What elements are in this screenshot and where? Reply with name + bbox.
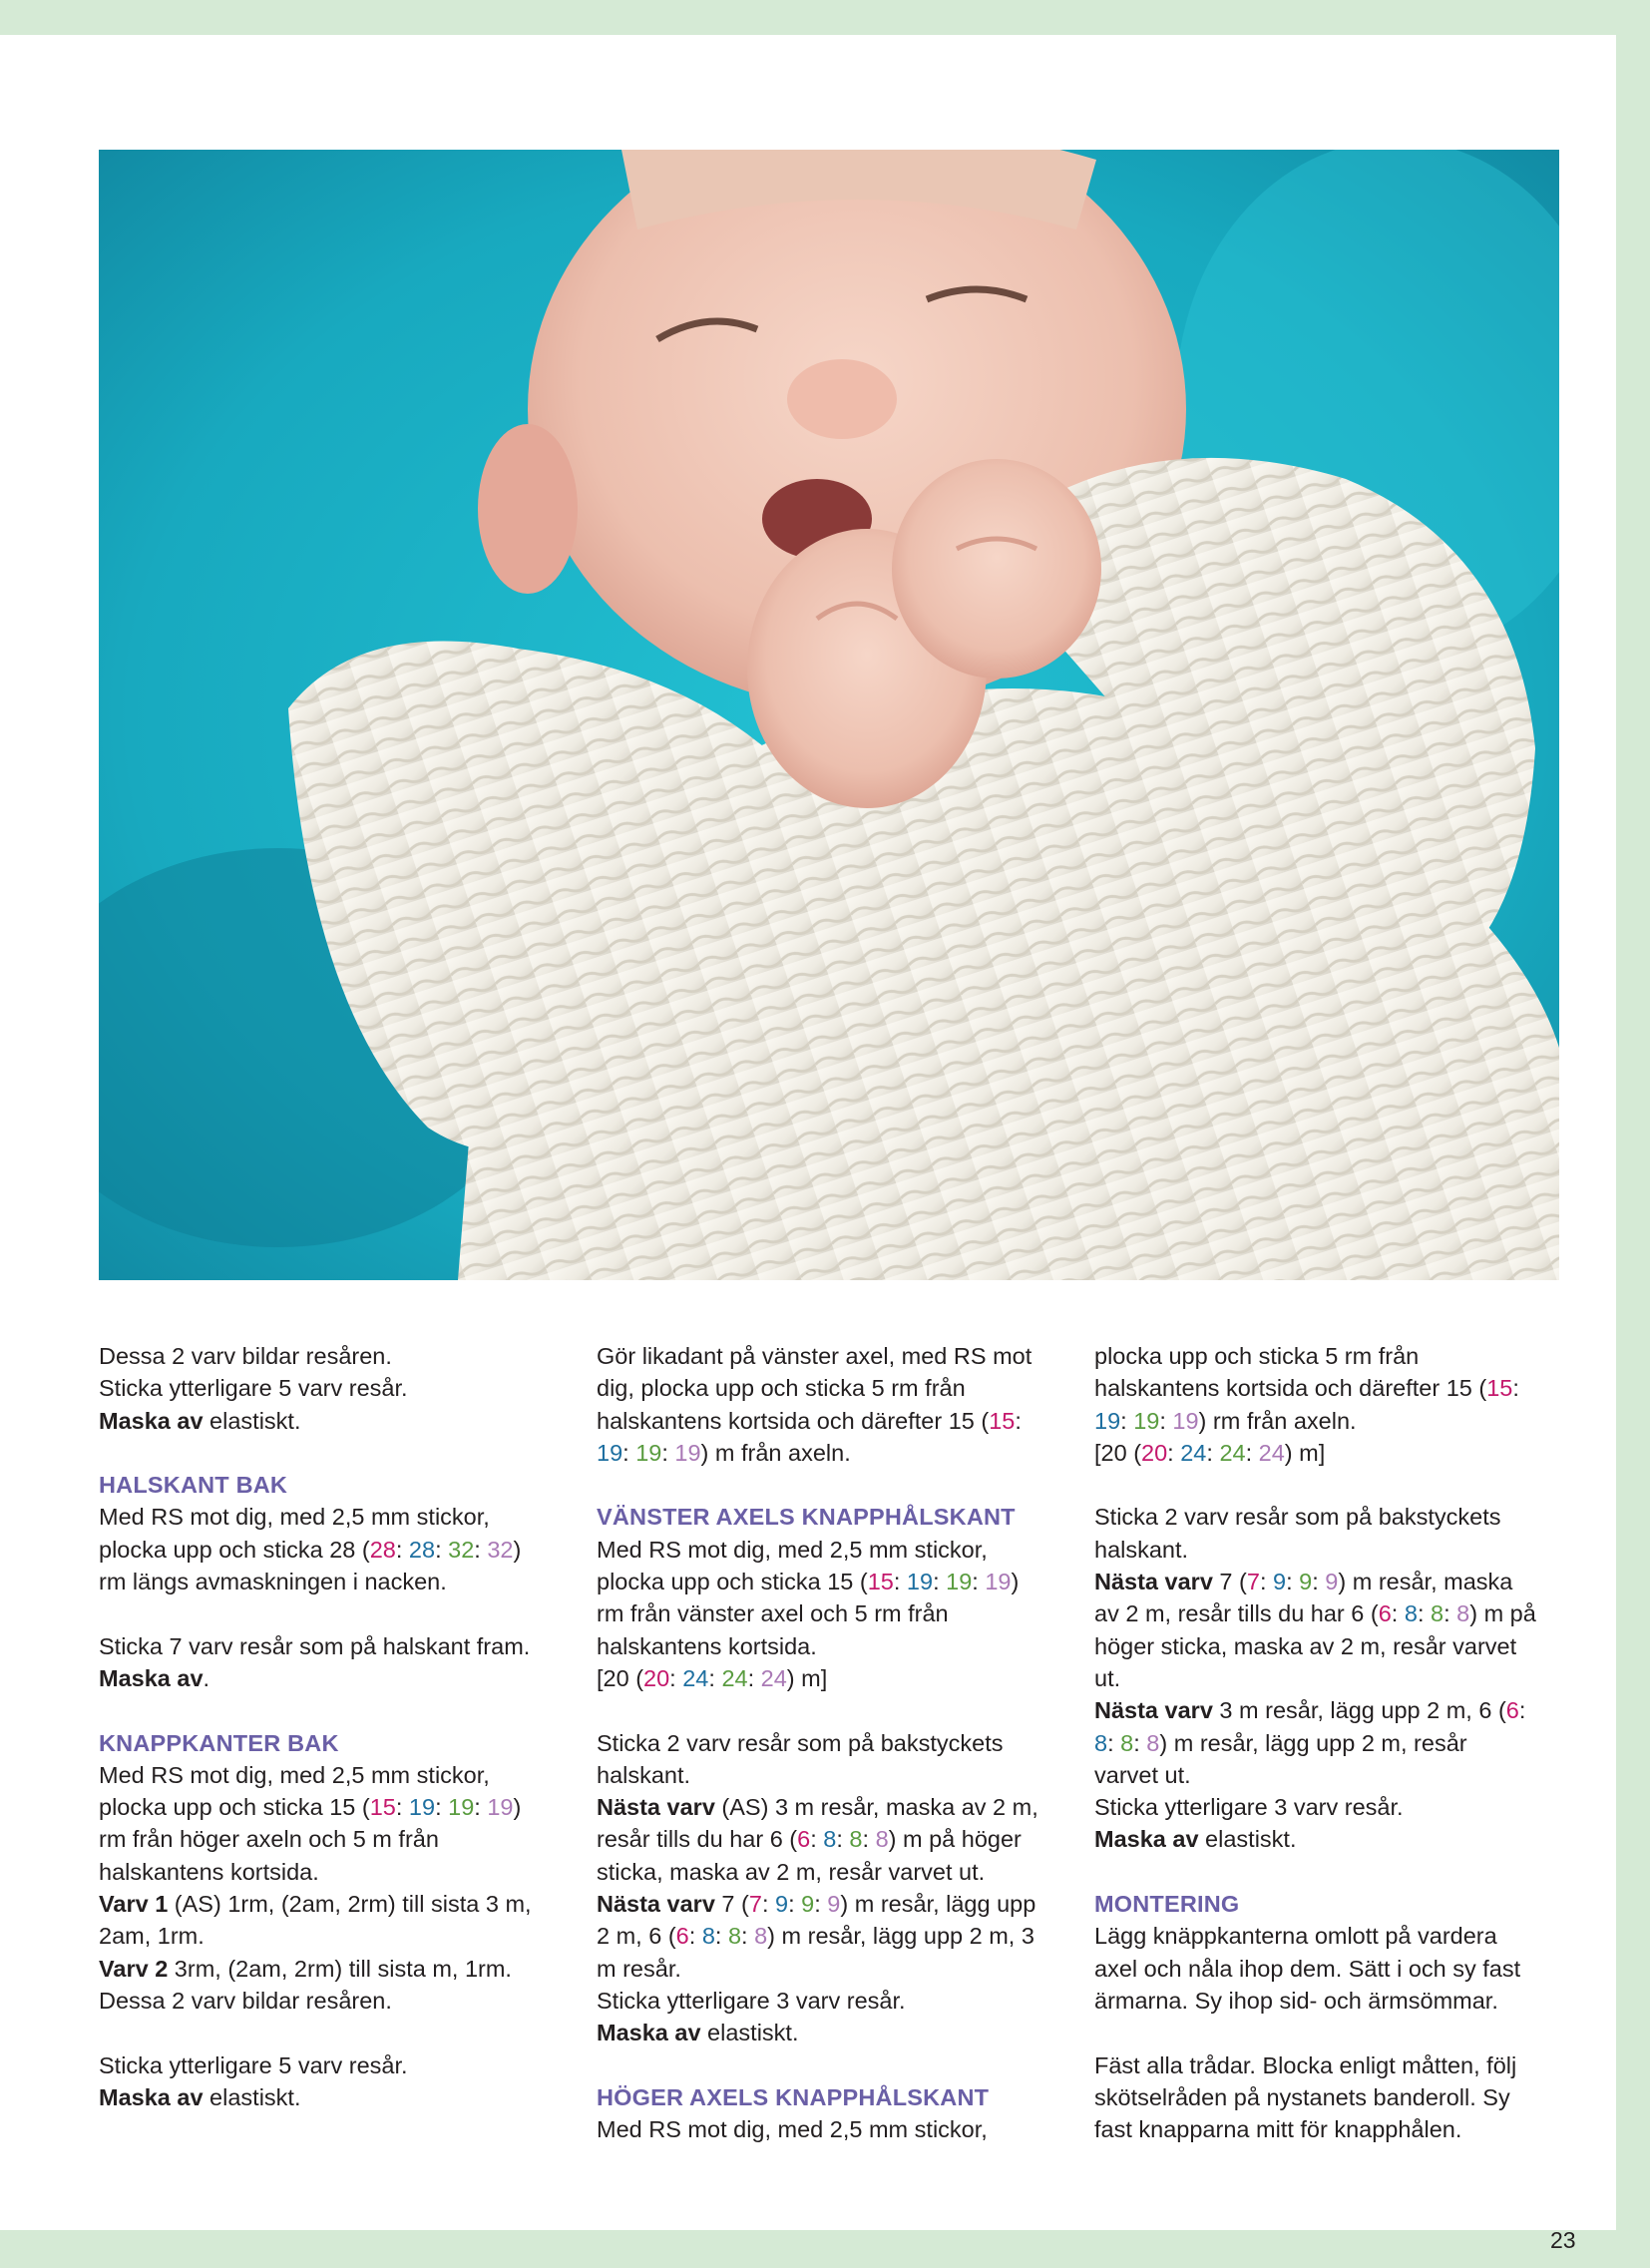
text-line: Nästa varv 7 (7: 9: 9: 9) m resår, maska	[1094, 1569, 1513, 1595]
section-heading-knappkanter-bak: KNAPPKANTER BAK	[99, 1729, 339, 1756]
text-line: Lägg knäppkanterna omlott på vardera	[1094, 1923, 1497, 1950]
text-line: höger sticka, maska av 2 m, resår varvet	[1094, 1632, 1517, 1659]
text-line: Med RS mot dig, med 2,5 mm stickor,	[99, 1761, 490, 1788]
text-line: plocka upp och sticka 28 (28: 28: 32: 32)	[99, 1536, 522, 1563]
text-line: halskantens kortsida och därefter 15 (15:	[1094, 1375, 1519, 1402]
page	[0, 35, 1616, 2253]
text-line: [20 (20: 24: 24: 24) m]	[1094, 1439, 1326, 1466]
text-line: Nästa varv 3 m resår, lägg upp 2 m, 6 (6:	[1094, 1697, 1526, 1724]
page-number: 23	[1550, 2227, 1576, 2253]
text-line: Sticka ytterligare 5 varv resår.	[99, 2051, 408, 2078]
text-line: Med RS mot dig, med 2,5 mm stickor,	[99, 1504, 490, 1531]
baby-photo-illustration	[99, 150, 1559, 1280]
text-line: [20 (20: 24: 24: 24) m]	[597, 1664, 828, 1691]
text-column-2	[597, 1340, 1065, 2145]
text-line: Med RS mot dig, med 2,5 mm stickor,	[597, 1536, 988, 1563]
text-line: Maska av elastiskt.	[99, 1407, 301, 1434]
text-column-3	[1094, 1340, 1563, 2145]
text-line: dig, plocka upp och sticka 5 rm från	[597, 1375, 966, 1402]
text-line: plocka upp och sticka 15 (15: 19: 19: 19)	[597, 1569, 1020, 1595]
text-line: sticka, maska av 2 m, resår varvet ut.	[597, 1858, 986, 1885]
text-line: Dessa 2 varv bildar resåren.	[99, 1987, 392, 2014]
section-heading-halskant-bak: HALSKANT BAK	[99, 1472, 288, 1499]
section-heading-montering: MONTERING	[1094, 1891, 1240, 1918]
text-line: 19: 19: 19) rm från axeln.	[1094, 1407, 1357, 1434]
text-line: rm längs avmaskningen i nacken.	[99, 1569, 447, 1595]
text-line: Varv 1 (AS) 1rm, (2am, 2rm) till sista 3 m,	[99, 1891, 532, 1918]
text-line: Sticka ytterligare 3 varv resår.	[597, 1987, 906, 2014]
text-line: Sticka ytterligare 5 varv resår.	[99, 1375, 408, 1402]
text-line: Sticka 2 varv resår som på bakstyckets	[597, 1729, 1004, 1756]
text-line: ut.	[1094, 1664, 1121, 1691]
text-line: skötselråden på nystanets banderoll. Sy	[1094, 2083, 1510, 2110]
text-line: Sticka ytterligare 3 varv resår.	[1094, 1794, 1404, 1821]
text-line: varvet ut.	[1094, 1761, 1191, 1788]
text-line: rm från vänster axel och 5 rm från	[597, 1600, 949, 1627]
text-line: m resår.	[597, 1955, 681, 1982]
text-line: Gör likadant på vänster axel, med RS mot	[597, 1343, 1032, 1369]
section-heading-hoger-axels-knapphalskant: HÖGER AXELS KNAPPHÅLSKANT	[597, 2083, 990, 2110]
text-line: rm från höger axeln och 5 m från	[99, 1826, 439, 1853]
text-line: Sticka 7 varv resår som på halskant fram.	[99, 1632, 531, 1659]
text-line: Med RS mot dig, med 2,5 mm stickor,	[597, 2116, 988, 2143]
text-line: plocka upp och sticka 15 (15: 19: 19: 19)	[99, 1794, 522, 1821]
text-line: Maska av.	[99, 1664, 210, 1691]
text-line: Maska av elastiskt.	[1094, 1826, 1297, 1853]
text-line: 2 m, 6 (6: 8: 8: 8) m resår, lägg upp 2 m, 3	[597, 1923, 1034, 1950]
text-line: Maska av elastiskt.	[597, 2020, 799, 2046]
text-line: Maska av elastiskt.	[99, 2083, 301, 2110]
text-line: halskantens kortsida.	[99, 1858, 319, 1885]
text-line: 2am, 1rm.	[99, 1923, 205, 1950]
text-line: halskantens kortsida.	[597, 1632, 817, 1659]
text-line: Sticka 2 varv resår som på bakstyckets	[1094, 1504, 1501, 1531]
text-line: halskantens kortsida och därefter 15 (15:	[597, 1407, 1022, 1434]
text-line: halskant.	[1094, 1536, 1189, 1563]
text-column-1	[99, 1340, 568, 2113]
text-line: fast knapparna mitt för knapphålen.	[1094, 2116, 1462, 2143]
text-line: resår tills du har 6 (6: 8: 8: 8) m på höger	[597, 1826, 1022, 1853]
section-heading-vanster-axels-knapphalskant: VÄNSTER AXELS KNAPPHÅLSKANT	[597, 1504, 1016, 1531]
text-line: halskant.	[597, 1761, 691, 1788]
text-line: Varv 2 3rm, (2am, 2rm) till sista m, 1rm.	[99, 1955, 512, 1982]
text-line: plocka upp och sticka 5 rm från	[1094, 1343, 1420, 1369]
text-line: Dessa 2 varv bildar resåren.	[99, 1343, 392, 1369]
text-line: Nästa varv (AS) 3 m resår, maska av 2 m,	[597, 1794, 1038, 1821]
text-line: Nästa varv 7 (7: 9: 9: 9) m resår, lägg upp	[597, 1891, 1036, 1918]
text-line: 8: 8: 8) m resår, lägg upp 2 m, resår	[1094, 1729, 1467, 1756]
text-line: av 2 m, resår tills du har 6 (6: 8: 8: 8) m på	[1094, 1600, 1536, 1627]
text-line: Fäst alla trådar. Blocka enligt måtten, följ	[1094, 2051, 1517, 2078]
text-line: ärmarna. Sy ihop sid- och ärmsömmar.	[1094, 1987, 1498, 2014]
text-line: axel och nåla ihop dem. Sätt i och sy fast	[1094, 1955, 1521, 1982]
hero-photo	[99, 150, 1559, 1280]
text-line: 19: 19: 19) m från axeln.	[597, 1439, 851, 1466]
